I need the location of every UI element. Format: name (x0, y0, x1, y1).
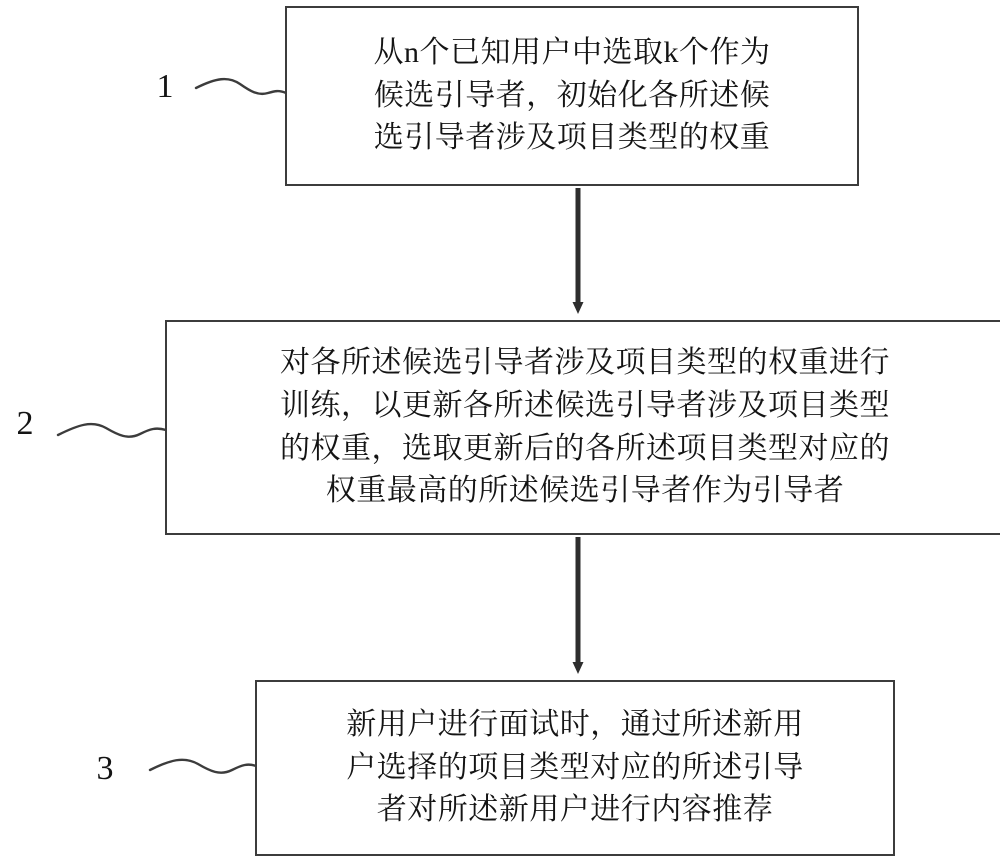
process-node-2 (165, 320, 1000, 535)
process-node-1 (285, 6, 859, 186)
step-label-3: 3 (96, 750, 114, 787)
leader-line-3 (150, 760, 256, 773)
process-node-3 (255, 680, 895, 856)
leader-line-1 (196, 79, 286, 94)
process-node-1-text: 从n个已知用户中选取k个作为 候选引导者，初始化各所述候 选引导者涉及项目类型的权重 (373, 36, 771, 155)
step-label-2: 2 (16, 405, 34, 442)
process-node-2-text: 对各所述候选引导者涉及项目类型的权重进行 训练，以更新各所述候选引导者涉及项目类型 的权重，选取更新后的各所述项目类型对应的 权重最高的所述候选引导者作为引导者 (280, 346, 890, 508)
process-node-3-text: 新用户进行面试时，通过所述新用 户选择的项目类型对应的所述引导 者对所述新用户进行内容推荐 (346, 708, 804, 827)
step-label-1: 1 (156, 68, 174, 105)
leader-line-2 (58, 424, 166, 437)
